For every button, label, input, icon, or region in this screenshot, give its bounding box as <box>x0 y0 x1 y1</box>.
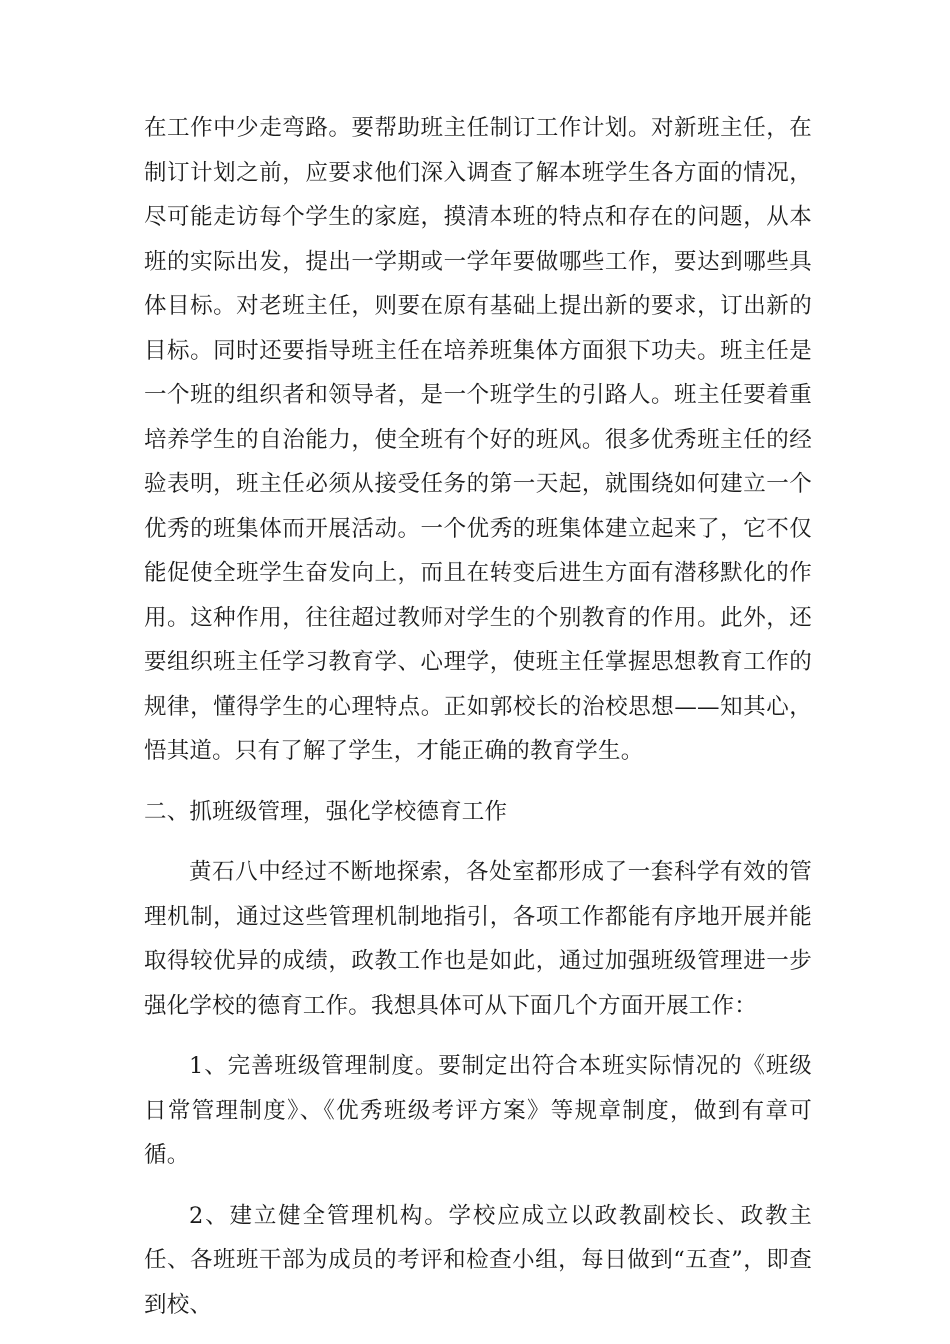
paragraph-point-1: 1、完善班级管理制度。要制定出符合本班实际情况的《班级日常管理制度》、《优秀班级考评方案》等规章制度，做到有章可循。 <box>144 1053 812 1168</box>
paragraph-point-2: 2、建立健全管理机构。学校应成立以政教副校长、政教主任、各班班干部为成员的考评和检查小组，每日做到“五查”，即查到校、 <box>144 1202 812 1318</box>
paragraph-section-intro: 黄石八中经过不断地探索，各处室都形成了一套科学有效的管理机制，通过这些管理机制地指引，各项工作都能有序地开展并能取得较优异的成绩，政教工作也是如此，通过加强班级管理进一步强化学校的德育工作。我想具体可从下面几个方面开展工作： <box>144 859 812 1019</box>
document-body <box>144 106 812 1327</box>
paragraph-continuation: 在工作中少走弯路。要帮助班主任制订工作计划。对新班主任，在制订计划之前，应要求他们深入调查了解本班学生各方面的情况，尽可能走访每个学生的家庭，摸清本班的特点和存在的问题，从本班的实际出发，提出一学期或一学年要做哪些工作，要达到哪些具体目标。对老班主任，则要在原有基础上提出新的要求，订出新的目标。同时还要指导班主任在培养班集体方面狠下功夫。班主任是一个班的组织者和领导者，是一个班学生的引路人。班主任要着重培养学生的自治能力，使全班有个好的班风。很多优秀班主任的经验表明，班主任必须从接受任务的第一天起，就围绕如何建立一个优秀的班集体而开展活动。一个优秀的班集体建立起来了，它不仅能促使全班学生奋发向上，而且在转变后进生方面有潜移默化的作用。这种作用，往往超过教师对学生的个别教育的作用。此外，还要组织班主任学习教育学、心理学，使班主任掌握思想教育工作的规律，懂得学生的心理特点。正如郭校长的治校思想——知其心，悟其道。只有了解了学生，才能正确的教育学生。 <box>144 115 812 764</box>
section-heading: 二、抓班级管理，强化学校德育工作 <box>144 798 508 825</box>
